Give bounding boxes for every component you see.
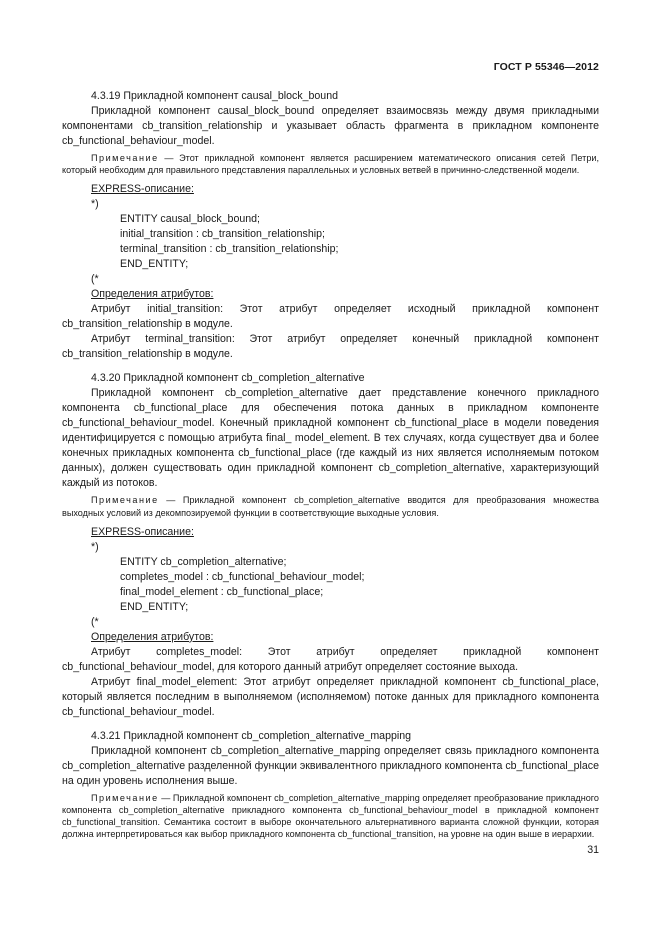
section-4-3-19 bbox=[62, 89, 599, 362]
code-open: *) bbox=[91, 540, 99, 553]
note bbox=[62, 152, 599, 176]
note bbox=[62, 494, 599, 518]
attr-definition: Атрибут initial_transition: Этот атрибут определяет исходный прикладной компонент cb_transition_relationship в модуле. bbox=[62, 303, 599, 331]
express-label: EXPRESS-описание: bbox=[91, 183, 194, 196]
note bbox=[62, 792, 599, 841]
attr-label: Определения атрибутов: bbox=[91, 288, 214, 301]
page-content bbox=[62, 89, 599, 847]
section-body: Прикладной компонент cb_completion_alternative дает представление конечного прикладного компонента cb_functional_place для обеспечения потока данных в прикладном компоненте cb_functional_behaviour_model. Конечный прикладной компонент cb_functional_place в модели поведения идентифицируется с помощью атрибута final_ model_element. В тех случаях, когда существует два и более конечных прикладных компонента cb_functional_place (где каждый из них является исполняемым потоком данных), должен существовать один прикладной компонент cb_completion_alternative, характеризующий каждый из потоков. bbox=[62, 387, 599, 490]
note-label: Примечание bbox=[91, 792, 159, 803]
note-text: — Этот прикладной компонент является расширением математического описания сетей Петри, который необходим для правильного представления параллельных и условных ветвей в причинно-следственной модели. bbox=[62, 153, 599, 176]
code-line: completes_model : cb_functional_behaviour_model; bbox=[120, 570, 365, 583]
code-line: ENTITY cb_completion_alternative; bbox=[120, 555, 287, 568]
code-line: final_model_element : cb_functional_place; bbox=[120, 585, 324, 598]
code-line: terminal_transition : cb_transition_relationship; bbox=[120, 243, 339, 256]
note-text: — Прикладной компонент cb_completion_alternative вводится для преобразования множества выходных условий из декомпозируемой функции в соответствующие выходные условия. bbox=[62, 495, 599, 518]
code-line: END_ENTITY; bbox=[120, 600, 189, 613]
spacer bbox=[62, 720, 599, 729]
code-line: ENTITY causal_block_bound; bbox=[120, 213, 260, 226]
section-heading: 4.3.20 Прикладной компонент cb_completion_alternative bbox=[91, 372, 365, 385]
express-label: EXPRESS-описание: bbox=[91, 525, 194, 538]
attr-definition: Атрибут terminal_transition: Этот атрибут определяет конечный прикладной компонент cb_transition_relationship в модуле. bbox=[62, 333, 599, 361]
section-heading: 4.3.19 Прикладной компонент causal_block_bound bbox=[91, 90, 338, 102]
section-body: Прикладной компонент causal_block_bound определяет взаимосвязь между двумя прикладными компонентами cb_transition_relationship и указывает область фрагмента в прикладном компоненте cb_functional_behaviour_model. bbox=[62, 105, 599, 147]
section-heading: 4.3.21 Прикладной компонент cb_completion_alternative_mapping bbox=[91, 729, 411, 742]
attr-definition: Атрибут completes_model: Этот атрибут определяет прикладной компонент cb_functional_behaviour_model, для которого данный атрибут определяет состояние выхода. bbox=[62, 645, 599, 673]
code-close: (* bbox=[91, 273, 99, 286]
attr-definition: Атрибут final_model_element: Этот атрибут определяет прикладной компонент cb_functional_place, который является последним в выполняемом (исполняемом) потоке данных для прикладного компонента cb_functional_behaviour_model. bbox=[62, 675, 599, 718]
section-body: Прикладной компонент cb_completion_alternative_mapping определяет связь прикладного компонента cb_completion_alternative разделенной функции эквивалентного прикладного компонента cb_functional_place на один уровень исполнения выше. bbox=[62, 744, 599, 787]
document-page bbox=[62, 0, 599, 935]
attr-label: Определения атрибутов: bbox=[91, 630, 214, 643]
code-open: *) bbox=[91, 198, 99, 211]
standard-header: ГОСТ Р 55346—2012 bbox=[493, 61, 599, 73]
page-number: 31 bbox=[587, 844, 599, 856]
section-4-3-21 bbox=[62, 729, 599, 841]
note-label: Примечание bbox=[91, 153, 159, 163]
code-close: (* bbox=[91, 615, 99, 628]
note-label: Примечание bbox=[91, 495, 159, 506]
code-line: END_ENTITY; bbox=[120, 258, 189, 271]
code-line: initial_transition : cb_transition_relationship; bbox=[120, 228, 325, 241]
section-4-3-20 bbox=[62, 371, 599, 719]
spacer bbox=[62, 362, 599, 371]
note-text: — Прикладной компонент cb_completion_alternative_mapping определяет преобразование прикладного компонента cb_completion_alternative прикладного компонента cb_functional_behaviour_model в прикладной компонент cb_functional_transition. Семантика состоит в выборе окончательного альтернативного варианта сложной функции, которая должна интерпретироваться как выбор прикладного компонента cb_functional_transition, на уровне на один выше в иерархии. bbox=[62, 792, 599, 840]
